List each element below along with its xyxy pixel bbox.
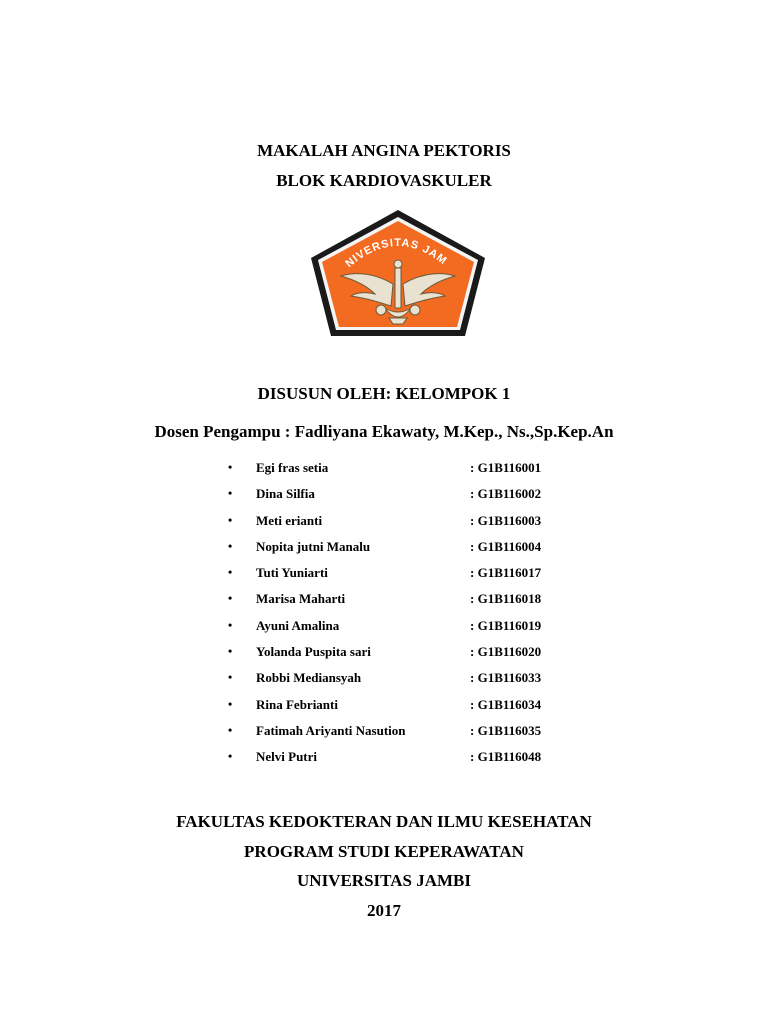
member-nim: : G1B116033 xyxy=(470,670,542,686)
bullet-icon: • xyxy=(228,460,233,474)
member-list xyxy=(0,460,768,776)
member-name: Nelvi Putri xyxy=(256,749,318,765)
member-name: Robbi Mediansyah xyxy=(256,670,362,686)
list-item xyxy=(0,644,768,670)
university-name: UNIVERSITAS JAMBI xyxy=(297,871,471,890)
list-item xyxy=(0,539,768,565)
list-item xyxy=(0,697,768,723)
member-nim: : G1B116035 xyxy=(470,722,542,738)
list-item xyxy=(0,591,768,617)
lecturer-line: Dosen Pengampu : Fadliyana Ekawaty, M.Kep., Ns.,Sp.Kep.An xyxy=(154,422,614,441)
list-item xyxy=(0,565,768,591)
member-name: Fatimah Ariyanti Nasution xyxy=(256,722,406,738)
member-nim: : G1B116017 xyxy=(470,565,542,581)
member-name: Nopita jutni Manalu xyxy=(256,538,371,554)
member-nim: : G1B116002 xyxy=(470,486,542,502)
member-nim: : G1B116004 xyxy=(470,538,542,554)
member-nim: : G1B116003 xyxy=(470,512,542,528)
bullet-icon: • xyxy=(228,749,233,764)
member-name: Meti erianti xyxy=(256,512,323,528)
logo-arc-text: NIVERSITAS JAM xyxy=(343,236,450,271)
bullet-icon: • xyxy=(228,512,233,527)
list-item xyxy=(0,486,768,512)
list-item xyxy=(0,460,768,486)
member-nim: : G1B116048 xyxy=(470,749,542,765)
bullet-icon: • xyxy=(228,565,233,580)
member-name: Yolanda Puspita sari xyxy=(256,644,371,660)
institution-block xyxy=(0,807,768,925)
member-name: Tuti Yuniarti xyxy=(256,565,328,581)
program-name: PROGRAM STUDI KEPERAWATAN xyxy=(244,841,524,861)
member-name: Egi fras setia xyxy=(256,460,329,475)
member-name: Dina Silfia xyxy=(256,486,315,502)
bullet-icon: • xyxy=(228,591,233,606)
bullet-icon: • xyxy=(228,696,233,711)
list-item xyxy=(0,618,768,644)
list-item xyxy=(0,749,768,775)
document-title xyxy=(0,136,768,196)
bullet-icon: • xyxy=(228,644,233,659)
universitas-jambi-emblem-icon xyxy=(301,206,495,344)
member-nim: : G1B116019 xyxy=(470,617,542,633)
member-nim: : G1B116020 xyxy=(470,644,542,660)
faculty-name: FAKULTAS KEDOKTERAN DAN ILMU KESEHATAN xyxy=(176,812,592,831)
title-line-2: BLOK KARDIOVASKULER xyxy=(276,171,492,190)
bullet-icon: • xyxy=(228,722,233,737)
authors-heading: DISUSUN OLEH: KELOMPOK 1 xyxy=(257,384,511,403)
member-name: Ayuni Amalina xyxy=(256,617,340,633)
title-line-1: MAKALAH ANGINA PEKTORIS xyxy=(257,141,511,160)
member-name: Marisa Maharti xyxy=(256,591,346,607)
member-nim: : G1B116001 xyxy=(470,460,542,475)
list-item xyxy=(0,723,768,749)
bullet-icon: • xyxy=(228,670,233,685)
bullet-icon: • xyxy=(228,486,233,501)
bullet-icon: • xyxy=(228,538,233,553)
bullet-icon: • xyxy=(228,617,233,632)
list-item xyxy=(0,513,768,539)
member-name: Rina Febrianti xyxy=(256,696,338,712)
list-item xyxy=(0,670,768,696)
member-nim: : G1B116034 xyxy=(470,696,542,712)
member-nim: : G1B116018 xyxy=(470,591,542,607)
year: 2017 xyxy=(367,900,401,920)
